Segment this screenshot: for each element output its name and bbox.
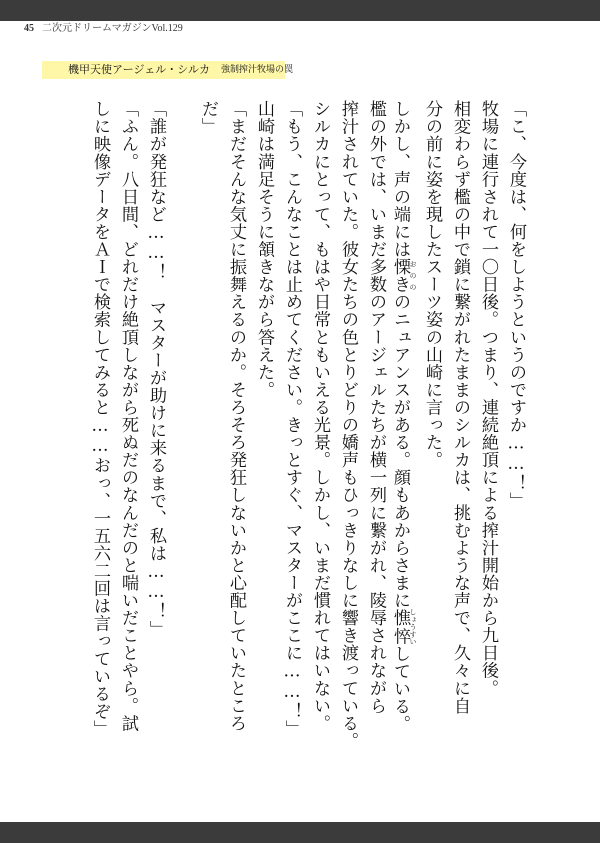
- text-line: 「もう、こんなことは止めてください。きっとすぐ、マスターがここに……！」: [282, 100, 302, 738]
- text-line: しかし、声の端には慄き おのののニュアンスがある。顔もあからさまに憔悴 しょうすいしている。: [390, 100, 417, 733]
- text-line: 分の前に姿を現したスーツ姿の山崎に言った。: [422, 100, 442, 469]
- text-line: 「まだそんな気丈に振舞えるのか。そろそろ発狂しないかと心配していたところ: [226, 100, 246, 732]
- bottom-toolbar-bar: [0, 822, 600, 843]
- running-header: [24, 22, 183, 36]
- text-line: しに映像データをＡＩで検索してみると……おっ、一五六二回は言っているぞ」: [90, 100, 110, 738]
- text-line: だ」: [198, 100, 218, 136]
- text-line: 「誰が発狂など……！ マスターが助けに来るまで、私は……！」: [146, 100, 166, 638]
- text-line: シルカにとって、もはや日常ともいえる光景。しかし、いまだ慣れてはいない。: [310, 100, 330, 732]
- magazine-title: 二次元ドリームマガジンVol.129: [42, 23, 183, 34]
- text-line: 搾汁されていた。彼女たちの色とりどりの嬌声もひっきりなしに響き渡っている。: [338, 100, 358, 750]
- text-line: 「ふん。八日間、どれだけ絶頂しながら死ぬだのなんだのと喘いだことやら。試: [118, 100, 138, 732]
- story-title-banner: [42, 61, 294, 79]
- vertical-body-text: [0, 100, 600, 750]
- text-line: 牧場に連行されて一〇日後。つまり、連続絶頂による搾汁開始から九日後。: [478, 100, 498, 697]
- text-line: 「こ、今度は、何をしようというのですか……！」: [506, 100, 526, 510]
- page-number: 45: [24, 23, 34, 34]
- story-title: 機甲天使アージェル・シルカ: [68, 63, 210, 76]
- text-line: 相変わらず檻の中で鎖に繋がれたままのシルカは、挑むような声で、久々に自: [450, 100, 470, 715]
- text-line: 檻の外では、いまだ多数のアージェルたちが横一列に繋がれ、陵辱されながら: [366, 100, 386, 715]
- story-chapter: 強制搾汁牧場の罠: [221, 65, 294, 75]
- top-toolbar-bar: [0, 0, 600, 21]
- text-line: 山崎は満足そうに頷きながら答えた。: [254, 100, 274, 399]
